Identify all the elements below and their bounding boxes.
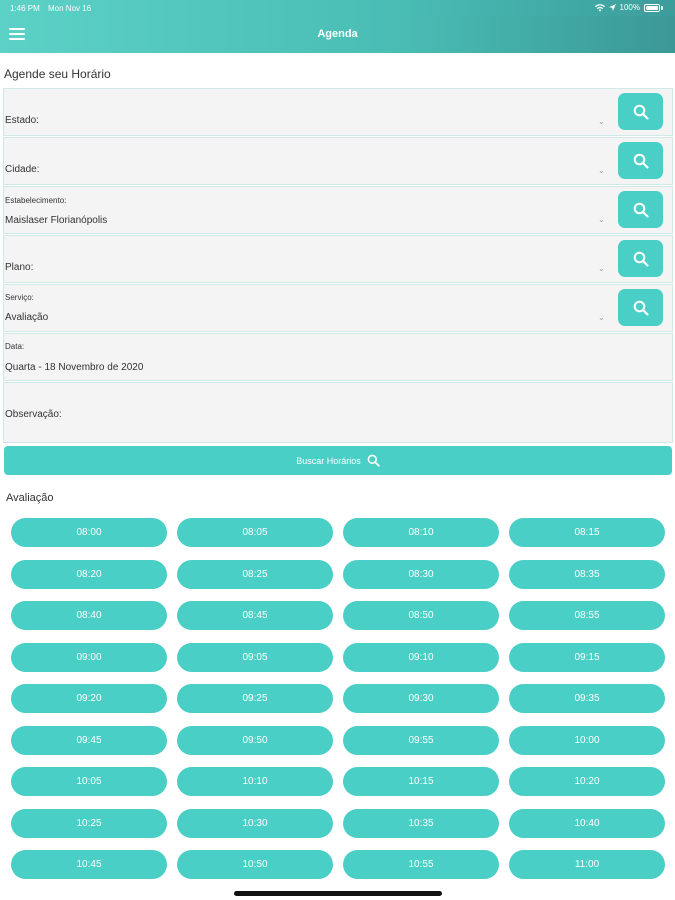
caret-down-icon: ⌄: [598, 313, 605, 322]
time-slot-button[interactable]: 08:35: [509, 560, 665, 589]
time-slot-button[interactable]: 09:10: [343, 643, 499, 672]
magnifier-icon: [633, 202, 649, 218]
time-slot-button[interactable]: 10:35: [343, 809, 499, 838]
servico-select[interactable]: [3, 284, 673, 332]
time-slot-button[interactable]: 08:15: [509, 518, 665, 547]
magnifier-icon: [633, 300, 649, 316]
time-slot-button[interactable]: 08:45: [177, 601, 333, 630]
home-indicator: [234, 891, 442, 896]
estabelecimento-value: Maislaser Florianópolis: [5, 215, 108, 226]
battery-nub: [661, 6, 663, 10]
wifi-icon: [595, 4, 605, 12]
time-slot-button[interactable]: 09:20: [11, 684, 167, 713]
caret-down-icon: ⌄: [598, 215, 605, 224]
observacao-placeholder: Observação:: [5, 409, 62, 420]
form-section-title: Agende seu Horário: [4, 67, 111, 81]
time-slot-button[interactable]: 09:00: [11, 643, 167, 672]
plano-select[interactable]: [3, 235, 673, 283]
time-slot-button[interactable]: 09:25: [177, 684, 333, 713]
status-right: [595, 3, 663, 12]
cidade-placeholder: Cidade:: [5, 164, 40, 175]
time-slot-button[interactable]: 08:50: [343, 601, 499, 630]
estabelecimento-select[interactable]: [3, 186, 673, 234]
time-slot-button[interactable]: 09:05: [177, 643, 333, 672]
status-date: Mon Nov 16: [48, 4, 92, 13]
time-slot-button[interactable]: 10:50: [177, 850, 333, 879]
time-slot-button[interactable]: 10:15: [343, 767, 499, 796]
time-slot-button[interactable]: 10:30: [177, 809, 333, 838]
time-slot-button[interactable]: 09:30: [343, 684, 499, 713]
results-title: Avaliação: [6, 492, 54, 504]
magnifier-icon: [633, 251, 649, 267]
data-label: Data:: [5, 342, 25, 351]
status-time: 1:46 PM: [10, 4, 40, 13]
time-slot-button[interactable]: 10:00: [509, 726, 665, 755]
plano-search-button[interactable]: [618, 240, 663, 277]
caret-down-icon: ⌄: [598, 264, 605, 273]
time-slot-button[interactable]: 09:55: [343, 726, 499, 755]
time-slot-button[interactable]: 08:05: [177, 518, 333, 547]
estado-search-button[interactable]: [618, 93, 663, 130]
estabelecimento-label: Estabelecimento:: [5, 196, 67, 205]
time-slot-button[interactable]: 10:20: [509, 767, 665, 796]
data-value: Quarta - 18 Novembro de 2020: [5, 362, 144, 373]
estabelecimento-search-button[interactable]: [618, 191, 663, 228]
time-slot-button[interactable]: 11:00: [509, 850, 665, 879]
estado-select[interactable]: [3, 88, 673, 136]
buscar-horarios-button[interactable]: [4, 446, 672, 475]
cidade-select[interactable]: [3, 137, 673, 185]
time-slot-button[interactable]: 10:10: [177, 767, 333, 796]
time-slot-button[interactable]: 10:40: [509, 809, 665, 838]
time-slot-button[interactable]: 10:55: [343, 850, 499, 879]
nav-bar: [0, 16, 675, 53]
buscar-horarios-label: Buscar Horários: [296, 455, 361, 466]
data-field[interactable]: [3, 333, 673, 381]
time-slot-button[interactable]: 10:25: [11, 809, 167, 838]
magnifier-icon: [633, 104, 649, 120]
caret-down-icon: ⌄: [598, 166, 605, 175]
time-slot-button[interactable]: 09:50: [177, 726, 333, 755]
plano-placeholder: Plano:: [5, 262, 34, 273]
caret-down-icon: ⌄: [598, 117, 605, 126]
time-slot-button[interactable]: 08:25: [177, 560, 333, 589]
time-slot-button[interactable]: 10:05: [11, 767, 167, 796]
time-slot-button[interactable]: 08:00: [11, 518, 167, 547]
page-title: Agenda: [317, 28, 358, 40]
observacao-field[interactable]: [3, 382, 673, 443]
time-slot-button[interactable]: 09:35: [509, 684, 665, 713]
estado-placeholder: Estado:: [5, 115, 39, 126]
time-slot-button[interactable]: 10:45: [11, 850, 167, 879]
magnifier-icon: [367, 454, 380, 467]
magnifier-icon: [633, 153, 649, 169]
status-bar: [0, 0, 675, 16]
time-slot-button[interactable]: 09:15: [509, 643, 665, 672]
time-slot-button[interactable]: 08:30: [343, 560, 499, 589]
battery-percent: 100%: [619, 3, 640, 12]
time-slot-button[interactable]: 09:45: [11, 726, 167, 755]
battery-icon: [644, 4, 660, 12]
servico-label: Serviço:: [5, 293, 34, 302]
servico-search-button[interactable]: [618, 289, 663, 326]
servico-value: Avaliação: [5, 312, 49, 323]
location-icon: [609, 4, 616, 12]
time-slot-button[interactable]: 08:40: [11, 601, 167, 630]
time-slot-button[interactable]: 08:20: [11, 560, 167, 589]
time-slot-button[interactable]: 08:10: [343, 518, 499, 547]
cidade-search-button[interactable]: [618, 142, 663, 179]
time-slot-grid: [11, 518, 665, 879]
time-slot-button[interactable]: 08:55: [509, 601, 665, 630]
